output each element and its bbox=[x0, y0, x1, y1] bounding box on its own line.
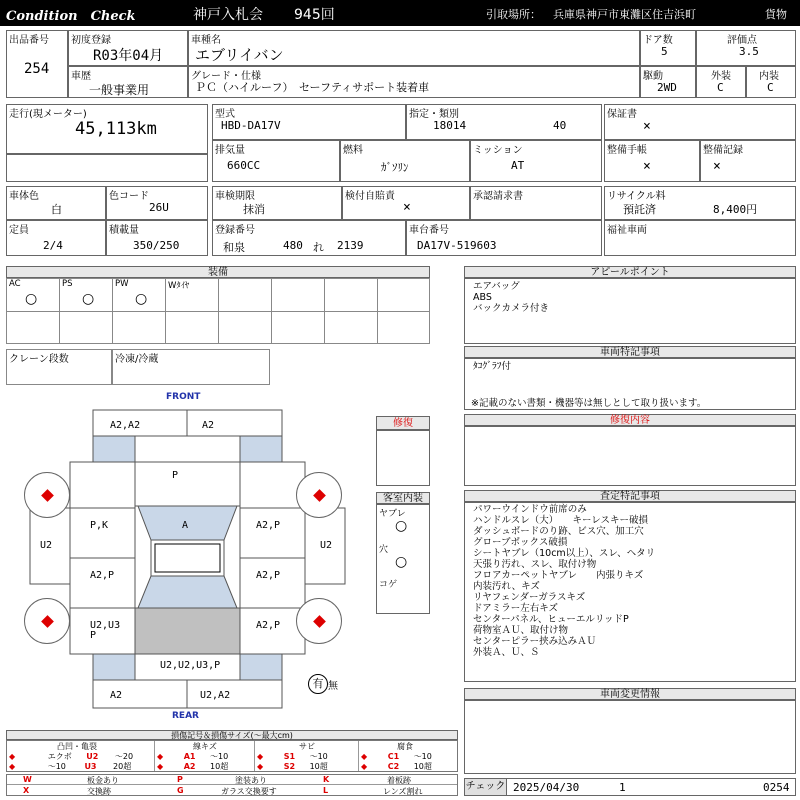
self-check-label: 検付自賠責 bbox=[345, 191, 395, 202]
freezer-label: 冷凍/冷蔵 bbox=[115, 354, 159, 365]
wheel-front-left-icon bbox=[24, 472, 70, 518]
inspection-value: 抹消 bbox=[243, 203, 265, 216]
legend-group-dent bbox=[7, 741, 155, 771]
appeal-line-2: ABS bbox=[473, 292, 492, 303]
note-line-3: ダッシュボードのり跡、ビス穴、加工穴 bbox=[473, 526, 644, 537]
interior-label: 内装 bbox=[759, 71, 779, 82]
note-line-4: グローブボックス破損 bbox=[473, 537, 568, 548]
exterior-cell bbox=[696, 66, 746, 98]
legend-rust-name: サビ bbox=[299, 742, 315, 751]
note-line-7: フロアカーペットヤブレ 内張りキズ bbox=[473, 570, 644, 581]
legend-corrosion-name: 腐食 bbox=[397, 742, 413, 751]
cabin-tear-label: ヤブレ bbox=[379, 509, 406, 519]
car-name-label: 車種名 bbox=[191, 35, 221, 46]
legend-corrosion-b: C2 bbox=[387, 762, 400, 771]
legend-scratch-a-size: 〜10 bbox=[210, 752, 229, 761]
note-line-10: ドアミラー左右キズ bbox=[473, 603, 559, 614]
check-lot: 0254 bbox=[763, 781, 790, 794]
legend-corrosion-row2 bbox=[361, 761, 432, 772]
maint-book-value: × bbox=[643, 159, 651, 174]
repair-content-panel bbox=[464, 426, 796, 486]
diamond-icon: ◆ bbox=[157, 762, 164, 771]
recycle-cell bbox=[604, 186, 796, 220]
cabin-hole-label: 穴 bbox=[379, 545, 389, 555]
change-info-title: 車両変更情報 bbox=[464, 688, 796, 700]
displacement-label: 排気量 bbox=[215, 145, 245, 156]
legend-title: 損傷記号＆損傷サイズ(〜最大cm) bbox=[6, 730, 458, 740]
interior-cell bbox=[746, 66, 796, 98]
special-line-1: ﾀｺｸﾞﾗﾌ付 bbox=[473, 361, 512, 372]
note-line-11: センターパネル、ヒューエルリッドP bbox=[473, 614, 629, 625]
diamond-icon: ◆ bbox=[257, 762, 264, 771]
doors-cell bbox=[640, 30, 696, 66]
legend-code-k-key: K bbox=[323, 775, 330, 784]
mission-cell bbox=[470, 140, 602, 182]
dmg-right-side: U2 bbox=[320, 540, 333, 551]
legend-code-w-val: 板金あり bbox=[87, 776, 119, 785]
pickup-label: 引取場所： bbox=[486, 8, 541, 21]
legend-damage-grid bbox=[6, 740, 458, 772]
load-label: 積載量 bbox=[109, 225, 139, 236]
legend-dent-a: エクボ bbox=[47, 752, 72, 761]
car-name-value: エブリイバン bbox=[195, 46, 284, 64]
check-num: 1 bbox=[619, 781, 626, 794]
exterior-label: 外装 bbox=[711, 71, 731, 82]
legend-group-corrosion bbox=[359, 741, 457, 771]
inspection-notes-title: 査定特記事項 bbox=[464, 490, 796, 502]
interior-value: C bbox=[767, 81, 774, 94]
dmg-left-mid-door: A2,P bbox=[90, 570, 115, 581]
legend-group-rust bbox=[255, 741, 359, 771]
appeal-title: アピールポイント bbox=[464, 266, 796, 278]
legend-dent-c-size: 〜10 bbox=[47, 762, 66, 771]
recycle-label: リサイクル料 bbox=[607, 191, 666, 202]
legend-code-w-key: W bbox=[23, 775, 32, 784]
legend-dent-name: 凸凹・亀裂 bbox=[57, 742, 97, 751]
recycle-value: 8,400円 bbox=[713, 203, 758, 216]
special-title: 車両特記事項 bbox=[464, 346, 796, 358]
legend-code-p-key: P bbox=[177, 775, 183, 784]
legend-corrosion-a: C1 bbox=[387, 752, 400, 761]
body-color-value: 白 bbox=[51, 203, 62, 216]
wheel-rear-left-icon bbox=[24, 598, 70, 644]
vehicle-class: 貨物 bbox=[765, 8, 787, 21]
change-info-panel bbox=[464, 700, 796, 774]
legend-code-g bbox=[157, 786, 307, 796]
dmg-rear-gate: U2,U2,U3,P bbox=[160, 660, 221, 671]
maint-record-value: × bbox=[713, 159, 721, 174]
presence-yes bbox=[308, 674, 328, 694]
check-date: 2025/04/30 bbox=[513, 781, 580, 794]
legend-code-l bbox=[307, 786, 457, 796]
fuel-value: ｶﾞｿﾘﾝ bbox=[381, 161, 409, 174]
welfare-cell bbox=[604, 220, 796, 256]
repair-box bbox=[376, 430, 430, 486]
check-label: チェック bbox=[465, 779, 507, 795]
capacity-label: 定員 bbox=[9, 225, 29, 236]
note-line-5: シートヤブレ（10cm以上）、スレ、ヘタリ bbox=[473, 548, 656, 559]
inspection-notes-panel bbox=[464, 502, 796, 682]
cabin-tear-mark: ○ bbox=[395, 518, 408, 534]
auction-number: 945回 bbox=[294, 7, 335, 23]
wheel-front-right-icon bbox=[296, 472, 342, 518]
legend-code-p bbox=[157, 775, 307, 785]
chassis-label: 車台番号 bbox=[409, 225, 449, 236]
legend-rust-a: S1 bbox=[283, 752, 296, 761]
legend-corrosion-b-size: 10超 bbox=[413, 762, 432, 771]
load-value: 350/250 bbox=[133, 239, 180, 252]
legend-scratch-b: A2 bbox=[183, 762, 196, 771]
mission-value: AT bbox=[511, 159, 525, 172]
note-line-1: パワーウインドウ前席のみ bbox=[473, 504, 587, 515]
repair-content-title: 修復内容 bbox=[464, 414, 796, 426]
crane-label: クレーン段数 bbox=[9, 354, 69, 365]
capacity-value: 2/4 bbox=[43, 239, 63, 252]
legend-rust-row2 bbox=[257, 761, 328, 772]
brand-title: Condition Check bbox=[6, 9, 136, 24]
lot-value: 254 bbox=[24, 61, 50, 77]
mileage-label: 走行(現メーター) bbox=[9, 109, 87, 120]
approval-cell bbox=[470, 186, 602, 220]
note-line-6: 天張り汚れ、スレ、取付け物 bbox=[473, 559, 597, 570]
diamond-icon: ◆ bbox=[9, 762, 16, 771]
legend-code-x-val: 交換跡 bbox=[87, 787, 111, 796]
equip-label-pw: PW bbox=[115, 279, 129, 289]
maint-record-label: 整備記録 bbox=[703, 145, 743, 156]
doors-value: 5 bbox=[661, 45, 668, 58]
grade-label: グレード・仕様 bbox=[191, 71, 261, 82]
check-bar bbox=[464, 778, 796, 796]
maint-record-cell bbox=[700, 140, 796, 182]
repair-title: 修復 bbox=[376, 416, 430, 430]
legend-scratch-row2 bbox=[157, 761, 228, 772]
presence-yes-text: 有 bbox=[312, 677, 324, 690]
category-value: 40 bbox=[553, 119, 567, 132]
approval-label: 承認請求書 bbox=[473, 191, 523, 202]
legend-dent-d-size: 20超 bbox=[113, 762, 132, 771]
legend-code-x-key: X bbox=[23, 786, 30, 795]
equipment-title: 装備 bbox=[6, 266, 430, 278]
lot-label: 出品番号 bbox=[9, 35, 49, 46]
maint-book-label: 整備手帳 bbox=[607, 145, 647, 156]
note-line-2: ハンドルスレ（大） キーレスキー破損 bbox=[473, 515, 648, 526]
doors-label: ドア数 bbox=[643, 35, 673, 46]
fuel-label: 燃料 bbox=[343, 145, 363, 156]
warranty-label: 保証書 bbox=[607, 109, 637, 120]
first-reg-value: R03年04月 bbox=[93, 48, 164, 64]
welfare-label: 福祉車両 bbox=[607, 225, 647, 236]
reg-no-kana: れ bbox=[313, 241, 324, 254]
dmg-rear-right: U2,A2 bbox=[200, 690, 231, 701]
legend-code-l-val: レンズ割れ bbox=[383, 787, 423, 796]
reg-no-class: 480 bbox=[283, 239, 303, 252]
wheel-rear-right-icon bbox=[296, 598, 342, 644]
drive-label: 駆動 bbox=[643, 71, 663, 82]
dmg-rear-left: A2 bbox=[110, 690, 123, 701]
diamond-icon: ◆ bbox=[257, 752, 264, 761]
dmg-left-rear-sub: P bbox=[90, 630, 97, 641]
dmg-left-side: U2 bbox=[40, 540, 53, 551]
cabin-hole-mark: ○ bbox=[395, 554, 408, 570]
legend-code-w bbox=[7, 775, 157, 785]
dmg-right-rear: A2,P bbox=[256, 620, 281, 631]
recycle-status: 預託済 bbox=[623, 203, 656, 216]
color-code-label: 色コード bbox=[109, 191, 149, 202]
legend-dent-row2 bbox=[9, 761, 153, 772]
equip-label-wtire: Wﾀｲﾔ bbox=[168, 281, 190, 291]
equip-mark-ac: ○ bbox=[25, 291, 38, 307]
dmg-right-front-door: A2,P bbox=[256, 520, 281, 531]
score-value: 3.5 bbox=[739, 45, 759, 58]
legend-scratch-b-size: 10超 bbox=[210, 762, 229, 771]
appeal-line-1: エアバッグ bbox=[473, 281, 520, 292]
equip-mark-pw: ○ bbox=[135, 291, 148, 307]
drive-value: 2WD bbox=[657, 81, 677, 94]
diamond-icon: ◆ bbox=[9, 752, 16, 761]
chassis-value: DA17V-519603 bbox=[417, 239, 497, 252]
designation-label: 指定・類別 bbox=[409, 109, 459, 120]
displacement-value: 660CC bbox=[227, 159, 261, 172]
legend-scratch-name: 線キズ bbox=[193, 742, 217, 751]
color-code-value: 26U bbox=[149, 201, 169, 214]
note-line-8: 内装汚れ、キズ bbox=[473, 581, 540, 592]
legend-dent-b-size: 〜20 bbox=[114, 752, 134, 761]
legend-corrosion-a-size: 〜10 bbox=[413, 752, 432, 761]
exterior-value: C bbox=[717, 81, 724, 94]
legend-code-g-key: G bbox=[177, 786, 184, 795]
car-diagram bbox=[0, 0, 1, 1]
score-label: 評価点 bbox=[727, 35, 757, 46]
legend-dent-b: U2 bbox=[86, 752, 99, 761]
legend-code-g-val: ガラス交換要す bbox=[221, 787, 277, 796]
legend-code-x bbox=[7, 786, 157, 796]
drive-cell bbox=[640, 66, 696, 98]
dmg-windshield: A bbox=[182, 520, 189, 531]
dmg-left-rear: U2,U3 bbox=[90, 620, 121, 631]
legend-code-l-key: L bbox=[323, 786, 329, 795]
legend-code-p-val: 塗装あり bbox=[235, 776, 267, 785]
self-check-value: × bbox=[403, 200, 411, 215]
cabin-box bbox=[376, 504, 430, 614]
warranty-value: × bbox=[643, 119, 651, 134]
first-reg-label: 初度登録 bbox=[71, 35, 111, 46]
dmg-front-right: A2 bbox=[202, 420, 215, 431]
dmg-right-mid-door: A2,P bbox=[256, 570, 281, 581]
model-label: 型式 bbox=[215, 109, 235, 120]
warranty-cell bbox=[604, 104, 796, 140]
equip-mark-ps: ○ bbox=[82, 291, 95, 307]
legend-rust-b-size: 10超 bbox=[309, 762, 328, 771]
dmg-front-left: A2,A2 bbox=[110, 420, 141, 431]
history-value: 一般事業用 bbox=[89, 83, 150, 97]
equip-label-ps: PS bbox=[62, 279, 73, 289]
inspection-label: 車検期限 bbox=[215, 191, 255, 202]
legend-scratch-a: A1 bbox=[183, 752, 196, 761]
mileage-value: 45,113km bbox=[75, 119, 157, 139]
maint-book-cell bbox=[604, 140, 700, 182]
rear-label: REAR bbox=[172, 711, 199, 721]
grade-value: ＰＣ（ハイルーフ） セーフティサポート装着車 bbox=[195, 81, 430, 94]
note-line-9: リヤフェンダーガラスキズ bbox=[473, 592, 586, 603]
diamond-icon: ◆ bbox=[361, 752, 368, 761]
reg-no-area: 和泉 bbox=[223, 241, 245, 254]
diamond-icon: ◆ bbox=[361, 762, 368, 771]
front-label: FRONT bbox=[166, 392, 201, 402]
note-line-14: 外装Ａ、Ｕ、Ｓ bbox=[473, 647, 540, 658]
legend-rust-b: S2 bbox=[283, 762, 296, 771]
dmg-hood: P bbox=[172, 470, 179, 481]
legend-code-grid bbox=[6, 774, 458, 796]
legend-group-scratch bbox=[155, 741, 255, 771]
special-note: ※記載のない書類・機器等は無しとして取り扱います。 bbox=[471, 398, 707, 409]
note-line-13: センターピラー挟み込みＡＵ bbox=[473, 636, 597, 647]
equip-label-ac: AC bbox=[9, 279, 21, 289]
score-cell bbox=[696, 30, 796, 66]
legend-code-k bbox=[307, 775, 457, 785]
history-label: 車歴 bbox=[71, 71, 91, 82]
designation-value: 18014 bbox=[433, 119, 467, 132]
diamond-icon: ◆ bbox=[157, 752, 164, 761]
special-panel bbox=[464, 358, 796, 410]
reg-no-label: 登録番号 bbox=[215, 225, 255, 236]
mission-label: ミッション bbox=[473, 145, 523, 156]
appeal-panel bbox=[464, 278, 796, 344]
appeal-line-3: バックカメラ付き bbox=[473, 303, 550, 314]
auction-name: 神戸入札会 bbox=[193, 7, 263, 23]
cabin-burn-label: コゲ bbox=[379, 580, 398, 590]
legend-code-k-val: 着板跡 bbox=[387, 776, 411, 785]
note-line-12: 荷物室ＡＵ、取付け物 bbox=[473, 625, 569, 636]
legend-rust-a-size: 〜10 bbox=[309, 752, 328, 761]
model-value: HBD-DA17V bbox=[221, 119, 281, 132]
body-color-label: 車体色 bbox=[9, 191, 39, 202]
presence-no: 無 bbox=[328, 681, 338, 692]
legend-dent-d: U3 bbox=[84, 762, 97, 771]
pickup-place: 兵庫県神戸市東灘区住吉浜町 bbox=[553, 8, 696, 21]
reg-no-num: 2139 bbox=[337, 239, 364, 252]
dmg-left-front-door: P,K bbox=[90, 520, 109, 531]
cabin-title: 客室内装 bbox=[376, 492, 430, 504]
